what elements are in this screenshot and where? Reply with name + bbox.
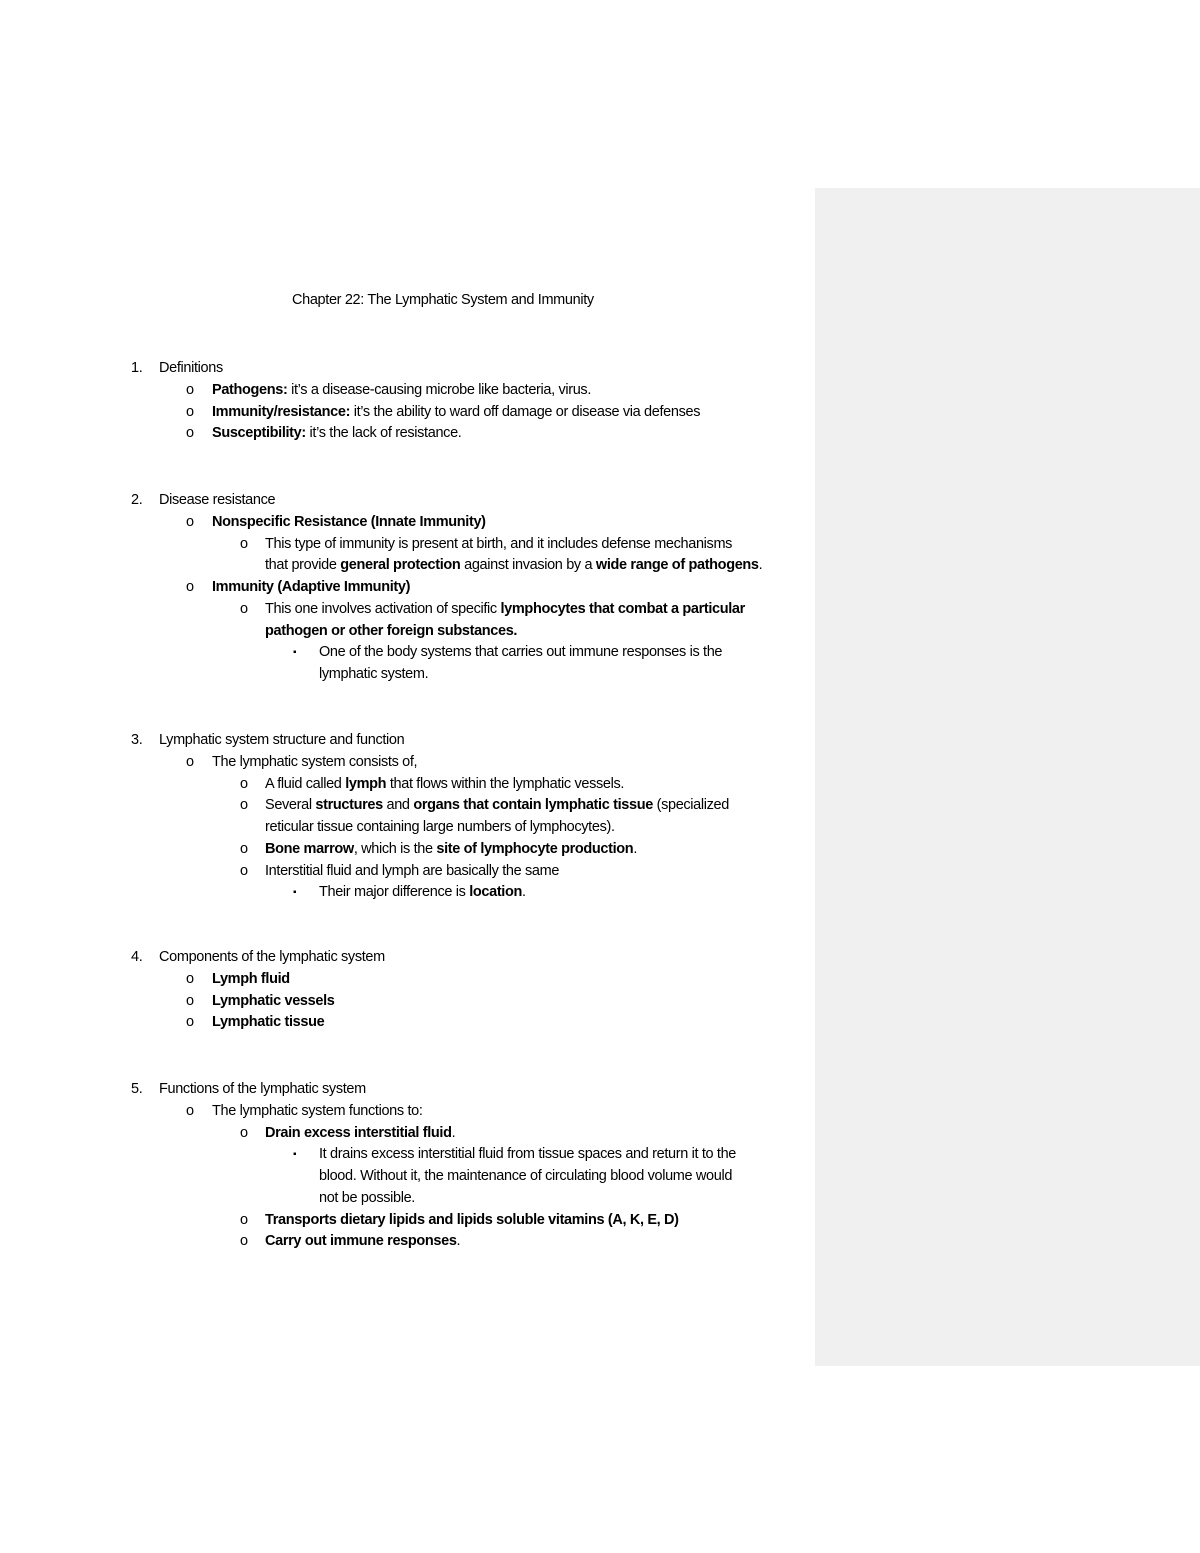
bold-text: Pathogens: — [212, 381, 288, 398]
list-item — [265, 839, 637, 861]
bold-text: lymphocytes that combat a particular — [500, 600, 745, 617]
circle-bullet-icon: o — [240, 1233, 248, 1250]
text-run: It drains excess interstitial fluid from tissue spaces and return it to the — [319, 1146, 737, 1163]
bold-text: Nonspecific Resistance (Innate Immunity) — [212, 513, 486, 530]
section-heading: Functions of the lymphatic system — [159, 1081, 366, 1097]
list-item — [212, 380, 591, 402]
section-heading: Definitions — [159, 360, 223, 376]
bold-text: Immunity (Adaptive Immunity) — [212, 579, 411, 595]
circle-bullet-icon: o — [186, 579, 194, 595]
list-item — [212, 423, 461, 445]
circle-bullet-icon: o — [240, 797, 248, 814]
text-run: that flows within the lymphatic vessels. — [386, 775, 625, 792]
circle-bullet-icon: o — [186, 1102, 194, 1119]
bold-text: site of lymphocyte production — [436, 840, 634, 857]
list-item — [265, 861, 559, 883]
list-item — [319, 882, 526, 904]
circle-bullet-icon: o — [240, 535, 248, 552]
text-run: . — [633, 840, 637, 857]
list-item — [265, 774, 624, 796]
section-heading: Components of the lymphatic system — [159, 949, 385, 965]
list-item — [319, 642, 722, 664]
bold-text: wide range of pathogens — [595, 557, 759, 574]
list-item — [265, 1231, 460, 1253]
text-run: that provide — [265, 557, 341, 574]
circle-bullet-icon: o — [186, 381, 194, 398]
section-number: 2. — [131, 492, 143, 508]
bold-text: Lymphatic vessels — [212, 992, 335, 1009]
bold-text: Lymphatic tissue — [212, 1014, 325, 1031]
circle-bullet-icon: o — [240, 600, 248, 617]
bold-text: general protection — [340, 557, 461, 574]
text-run: Interstitial fluid and lymph are basically the same — [265, 862, 560, 879]
list-item — [319, 1188, 415, 1210]
text-run: Their major difference is — [319, 884, 470, 901]
text-run: it’s a disease-causing microbe like bacteria, virus. — [287, 381, 591, 398]
text-run: not be possible. — [319, 1189, 415, 1206]
list-item — [265, 534, 732, 556]
text-run: This one involves activation of specific — [265, 600, 501, 617]
list-item — [212, 991, 334, 1013]
text-run: blood. Without it, the maintenance of circulating blood volume would — [319, 1168, 733, 1184]
list-item — [265, 1123, 455, 1145]
text-run: (specialized — [652, 797, 729, 814]
circle-bullet-icon: o — [186, 970, 194, 987]
text-run: A fluid called — [265, 775, 346, 792]
text-run: The lymphatic system functions to: — [212, 1102, 423, 1119]
list-item — [319, 664, 428, 686]
square-bullet-icon: ▪ — [293, 1149, 297, 1161]
circle-bullet-icon: o — [240, 840, 248, 857]
circle-bullet-icon: o — [186, 992, 194, 1009]
bold-text: Transports dietary lipids and lipids soluble vitamins (A, K, E, D) — [265, 1211, 679, 1228]
text-run: lymphatic system. — [319, 666, 429, 682]
square-bullet-icon: ▪ — [293, 647, 297, 659]
text-run: it’s the lack of resistance. — [305, 425, 462, 442]
bold-text: lymph — [345, 775, 387, 792]
text-run: against invasion by a — [460, 557, 596, 574]
section-number: 5. — [131, 1081, 143, 1097]
list-item — [212, 969, 290, 991]
list-item — [265, 599, 745, 621]
comment-pane — [815, 188, 1200, 1366]
text-run: and — [382, 797, 414, 814]
bold-text: structures — [315, 797, 383, 814]
list-item — [265, 1210, 679, 1232]
section-heading: Disease resistance — [159, 492, 276, 508]
bold-text: Drain excess interstitial fluid — [265, 1124, 452, 1141]
section-number: 1. — [131, 360, 143, 376]
section-number: 3. — [131, 732, 143, 748]
circle-bullet-icon: o — [186, 425, 194, 442]
circle-bullet-icon: o — [240, 862, 248, 879]
bold-text: organs that contain lymphatic tissue — [413, 797, 653, 814]
section-number: 4. — [131, 949, 143, 965]
circle-bullet-icon: o — [186, 513, 194, 530]
text-run: . — [456, 1233, 461, 1250]
text-run: . — [758, 557, 763, 574]
list-item — [265, 817, 615, 839]
text-run: The lymphatic system consists of, — [212, 753, 418, 770]
bold-text: Bone marrow — [265, 840, 354, 857]
square-bullet-icon: ▪ — [293, 887, 297, 899]
bold-text: Lymph fluid — [212, 970, 290, 987]
bold-text: Susceptibility: — [212, 425, 306, 442]
list-item — [212, 1012, 324, 1034]
circle-bullet-icon: o — [240, 1211, 248, 1228]
text-run: reticular tissue containing large numbers of lymphocytes). — [265, 819, 615, 835]
bold-text: location — [469, 884, 522, 901]
list-item — [319, 1144, 736, 1166]
circle-bullet-icon: o — [186, 403, 194, 420]
list-item — [212, 577, 410, 599]
circle-bullet-icon: o — [240, 1124, 248, 1141]
bold-text: Carry out immune responses — [265, 1233, 457, 1250]
list-item — [265, 555, 762, 577]
circle-bullet-icon: o — [186, 753, 194, 770]
list-item — [265, 621, 517, 643]
text-run: One of the body systems that carries out immune responses is the — [319, 644, 723, 661]
bold-text: pathogen or other foreign substances. — [265, 622, 518, 639]
bold-text: Immunity/resistance: — [212, 403, 351, 420]
text-run: . — [451, 1124, 456, 1141]
section-heading: Lymphatic system structure and function — [159, 732, 405, 748]
text-run: . — [522, 884, 526, 901]
list-item — [212, 402, 700, 424]
document-title: Chapter 22: The Lymphatic System and Immunity — [292, 292, 594, 308]
text-run: Several — [265, 797, 316, 814]
list-item — [319, 1166, 732, 1188]
list-item — [212, 752, 417, 774]
list-item — [212, 512, 486, 534]
circle-bullet-icon: o — [186, 1014, 194, 1031]
list-item — [265, 795, 729, 817]
text-run: , which is the — [353, 840, 437, 857]
circle-bullet-icon: o — [240, 775, 248, 792]
list-item — [212, 1101, 423, 1123]
text-run: This type of immunity is present at birth, and it includes defense mechanisms — [265, 535, 733, 552]
text-run: it’s the ability to ward off damage or disease via defenses — [350, 403, 701, 420]
